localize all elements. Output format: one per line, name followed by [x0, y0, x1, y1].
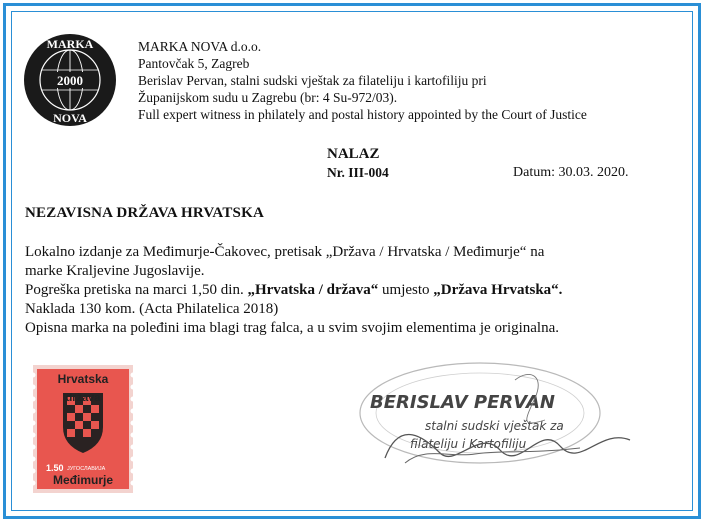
- marka-nova-logo: [22, 32, 118, 128]
- logo-bottom-text: NOVA: [53, 111, 87, 125]
- logo-top-text: MARKA: [46, 37, 94, 51]
- stamp-value: 1.50: [46, 463, 64, 473]
- body-line-4: Naklada 130 kom. (Acta Philatelica 2018): [25, 301, 279, 317]
- signature-line-2: stalni sudski vještak za: [425, 419, 564, 433]
- stamp-overprint-bottom: Međimurje: [52, 473, 114, 487]
- company-name: MARKA NOVA d.o.o.: [138, 39, 262, 54]
- document-title: NALAZ: [327, 146, 380, 162]
- stamp-image: [33, 365, 133, 493]
- certificate-body: [25, 243, 685, 338]
- signature-name: BERISLAV PERVAN: [370, 392, 555, 413]
- document-date: Datum: 30.03. 2020.: [513, 165, 629, 180]
- expert-signature-stamp: [330, 358, 660, 478]
- stamp-country: ЈУГОСЛАВИЈА: [67, 466, 106, 472]
- correct-overprint: „Država Hrvatska“.: [433, 282, 563, 298]
- instead-of: umjesto: [378, 282, 434, 298]
- error-description: Pogreška pretiska na marci 1,50 din.: [25, 282, 248, 298]
- body-line-1: Lokalno izdanje za Međimurje-Čakovec, pretisak „Država / Hrvatska / Međimurje“ na: [25, 244, 545, 260]
- expert-title: Berislav Pervan, stalni sudski vještak za filateliju i kartofiliju pri: [138, 73, 487, 88]
- stamp-overprint-top: Hrvatska: [57, 372, 109, 386]
- body-line-5: Opisna marka na poleđini ima blagi trag falca, a u svim svojim elementima je originalna.: [25, 320, 560, 336]
- document-number: Nr. III-004: [327, 165, 389, 180]
- stamp-overprint-middle: država: [65, 392, 101, 404]
- issuer-header: [138, 38, 587, 123]
- body-line-3: [25, 281, 685, 300]
- logo-year: 2000: [57, 73, 83, 88]
- section-heading: NEZAVISNA DRŽAVA HRVATSKA: [25, 205, 265, 221]
- court-reference: Županijskom sudu u Zagrebu (br: 4 Su-972/03).: [138, 90, 398, 105]
- expert-title-english: Full expert witness in philately and postal history appointed by the Court of Justice: [138, 107, 587, 122]
- body-line-2: marke Kraljevine Jugoslavije.: [25, 263, 205, 279]
- company-address: Pantovčak 5, Zagreb: [138, 56, 250, 71]
- error-overprint: „Hrvatska / država“: [247, 282, 379, 298]
- signature-line-3: filateliju i Kartofiliju: [410, 437, 527, 451]
